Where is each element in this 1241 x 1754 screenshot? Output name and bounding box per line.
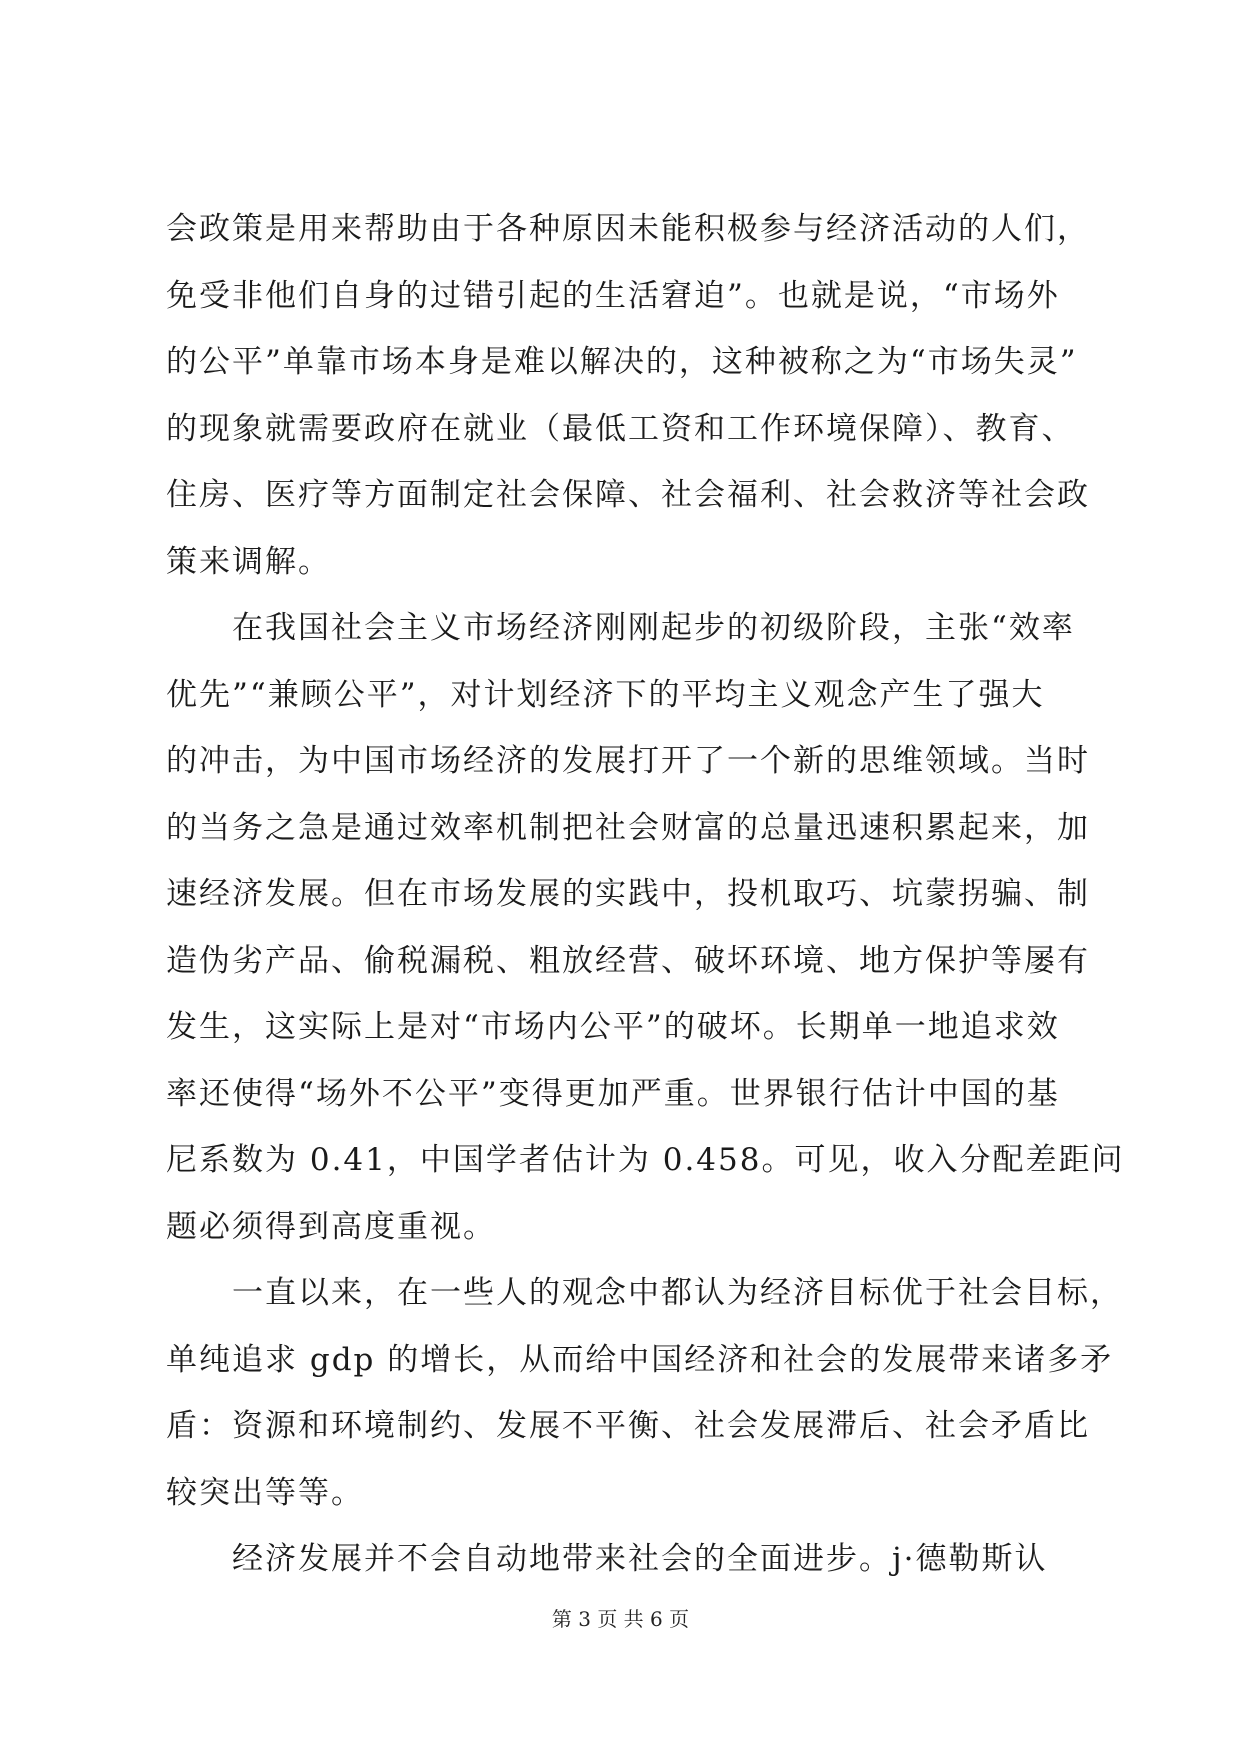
text-line: 的现象就需要政府在就业（最低工资和工作环境保障）、教育、	[166, 410, 1075, 447]
text-line: 盾：资源和环境制约、发展不平衡、社会发展滞后、社会矛盾比	[166, 1408, 1090, 1444]
text-line: 免受非他们自身的过错引起的生活窘迫”。也就是说，“市场外	[166, 277, 1060, 314]
text-line: 在我国社会主义市场经济刚刚起步的初级阶段，主张“效率	[166, 610, 1075, 646]
text-line: 较突出等等。	[166, 1474, 364, 1511]
text-line: 优先”“兼顾公平”，对计划经济下的平均主义观念产生了强大	[166, 676, 1045, 713]
text-line: 单纯追求 gdp 的增长，从而给中国经济和社会的发展带来诸多矛	[166, 1341, 1114, 1378]
text-line: 造伪劣产品、偷税漏税、粗放经营、破坏环境、地方保护等屡有	[166, 942, 1090, 979]
text-line: 会政策是用来帮助由于各种原因未能积极参与经济活动的人们，	[166, 211, 1090, 247]
body-text	[166, 196, 1125, 1593]
text-line: 住房、医疗等方面制定社会保障、社会福利、社会救济等社会政	[166, 477, 1090, 513]
text-line: 经济发展并不会自动地带来社会的全面进步。j·德勒斯认	[166, 1541, 1048, 1577]
text-line: 策来调解。	[166, 543, 331, 580]
text-line: 题必须得到高度重视。	[166, 1208, 496, 1245]
text-line: 的冲击，为中国市场经济的发展打开了一个新的思维领域。当时	[166, 743, 1090, 779]
text-line: 一直以来，在一些人的观念中都认为经济目标优于社会目标，	[166, 1275, 1123, 1311]
page-number-footer: 第 3 页 共 6 页	[551, 1607, 690, 1631]
text-line: 发生，这实际上是对“市场内公平”的破坏。长期单一地追求效	[166, 1009, 1060, 1045]
text-line: 的当务之急是通过效率机制把社会财富的总量迅速积累起来，加	[166, 809, 1090, 846]
text-line: 的公平”单靠市场本身是难以解决的，这种被称之为“市场失灵”	[166, 344, 1078, 380]
text-line: 尼系数为 0.41，中国学者估计为 0.458。可见，收入分配差距问	[166, 1142, 1125, 1178]
text-line: 率还使得“场外不公平”变得更加严重。世界银行估计中国的基	[166, 1075, 1060, 1112]
text-line: 速经济发展。但在市场发展的实践中，投机取巧、坑蒙拐骗、制	[166, 876, 1090, 912]
